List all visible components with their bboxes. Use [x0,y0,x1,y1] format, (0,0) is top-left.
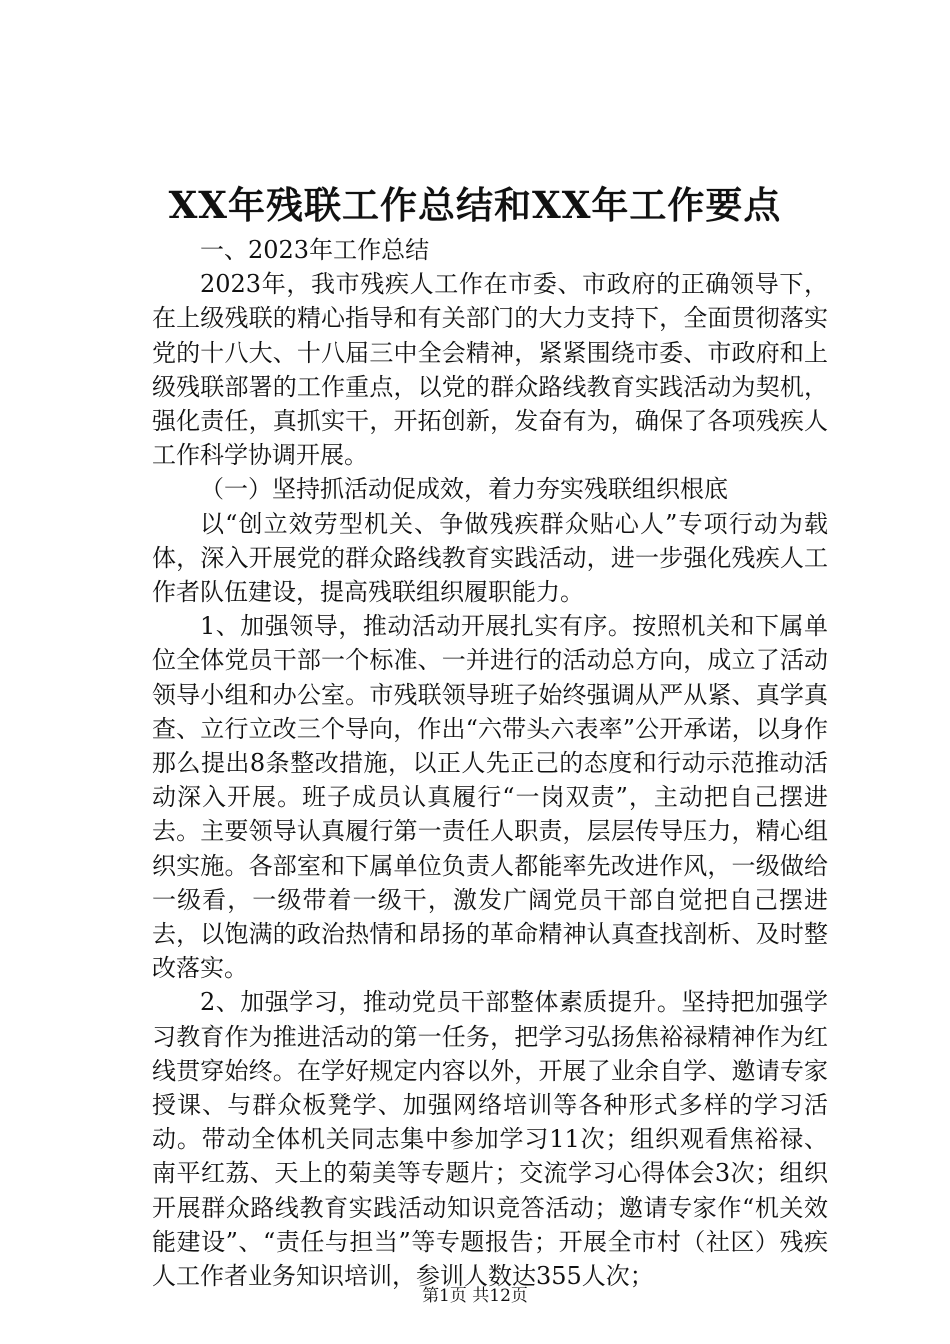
item-1-paragraph: 1、加强领导，推动活动开展扎实有序。按照机关和下属单位全体党员干部一个标准、一并进行的活动总方向，成立了活动领导小组和办公室。市残联领导班子始终强调从严从紧、真学真查、立行立改三个导向，作出“六带头六表率”公开承诺，以身作那么提出8条整改措施，以正人先正己的态度和行动示范推动活动深入开展。班子成员认真履行“一岗双责”，主动把自己摆进去。主要领导认真履行第一责任人职责，层层传导压力，精心组织实施。各部室和下属单位负责人都能率先改进作风，一级做给一级看，一级带着一级干，激发广阔党员干部自觉把自己摆进去，以饱满的政治热情和昂扬的革命精神认真查找剖析、及时整改落实。 [152,612,828,983]
page-footer: 第1页 共12页 [422,1286,528,1306]
subsection-heading: （一）坚持抓活动促成效，着力夯实残联组织根底 [200,475,728,504]
item-2-paragraph: 2、加强学习，推动党员干部整体素质提升。坚持把加强学习教育作为推进活动的第一任务，把学习弘扬焦裕禄精神作为红线贯穿始终。在学好规定内容以外，开展了业余自学、邀请专家授课、与群众板凳学、加强网络培训等各种形式多样的学习活动。带动全体机关同志集中参加学习11次；组织观看焦裕禄、南平红荔、天上的菊美等专题片；交流学习心得体会3次；组织开展群众路线教育实践活动知识竞答活动；邀请专家作“机关效能建设”、“责任与担当”等专题报告；开展全市村（社区）残疾人工作者业务知识培训，参训人数达355人次； [152,988,828,1291]
document-title: XX年残联工作总结和XX年工作要点 [168,183,782,227]
document-body [152,233,828,1293]
subsection-intro-paragraph: 以“创立效劳型机关、争做残疾群众贴心人”专项行动为载体，深入开展党的群众路线教育实践活动，进一步强化残疾人工作者队伍建设，提高残联组织履职能力。 [152,509,828,607]
intro-paragraph: 2023年，我市残疾人工作在市委、市政府的正确领导下，在上级残联的精心指导和有关部门的大力支持下，全面贯彻落实党的十八大、十八届三中全会精神，紧紧围绕市委、市政府和上级残联部署的工作重点，以党的群众路线教育实践活动为契机，强化责任，真抓实干，开拓创新，发奋有为，确保了各项残疾人工作科学协调开展。 [152,270,828,470]
section-heading: 一、2023年工作总结 [200,236,430,264]
